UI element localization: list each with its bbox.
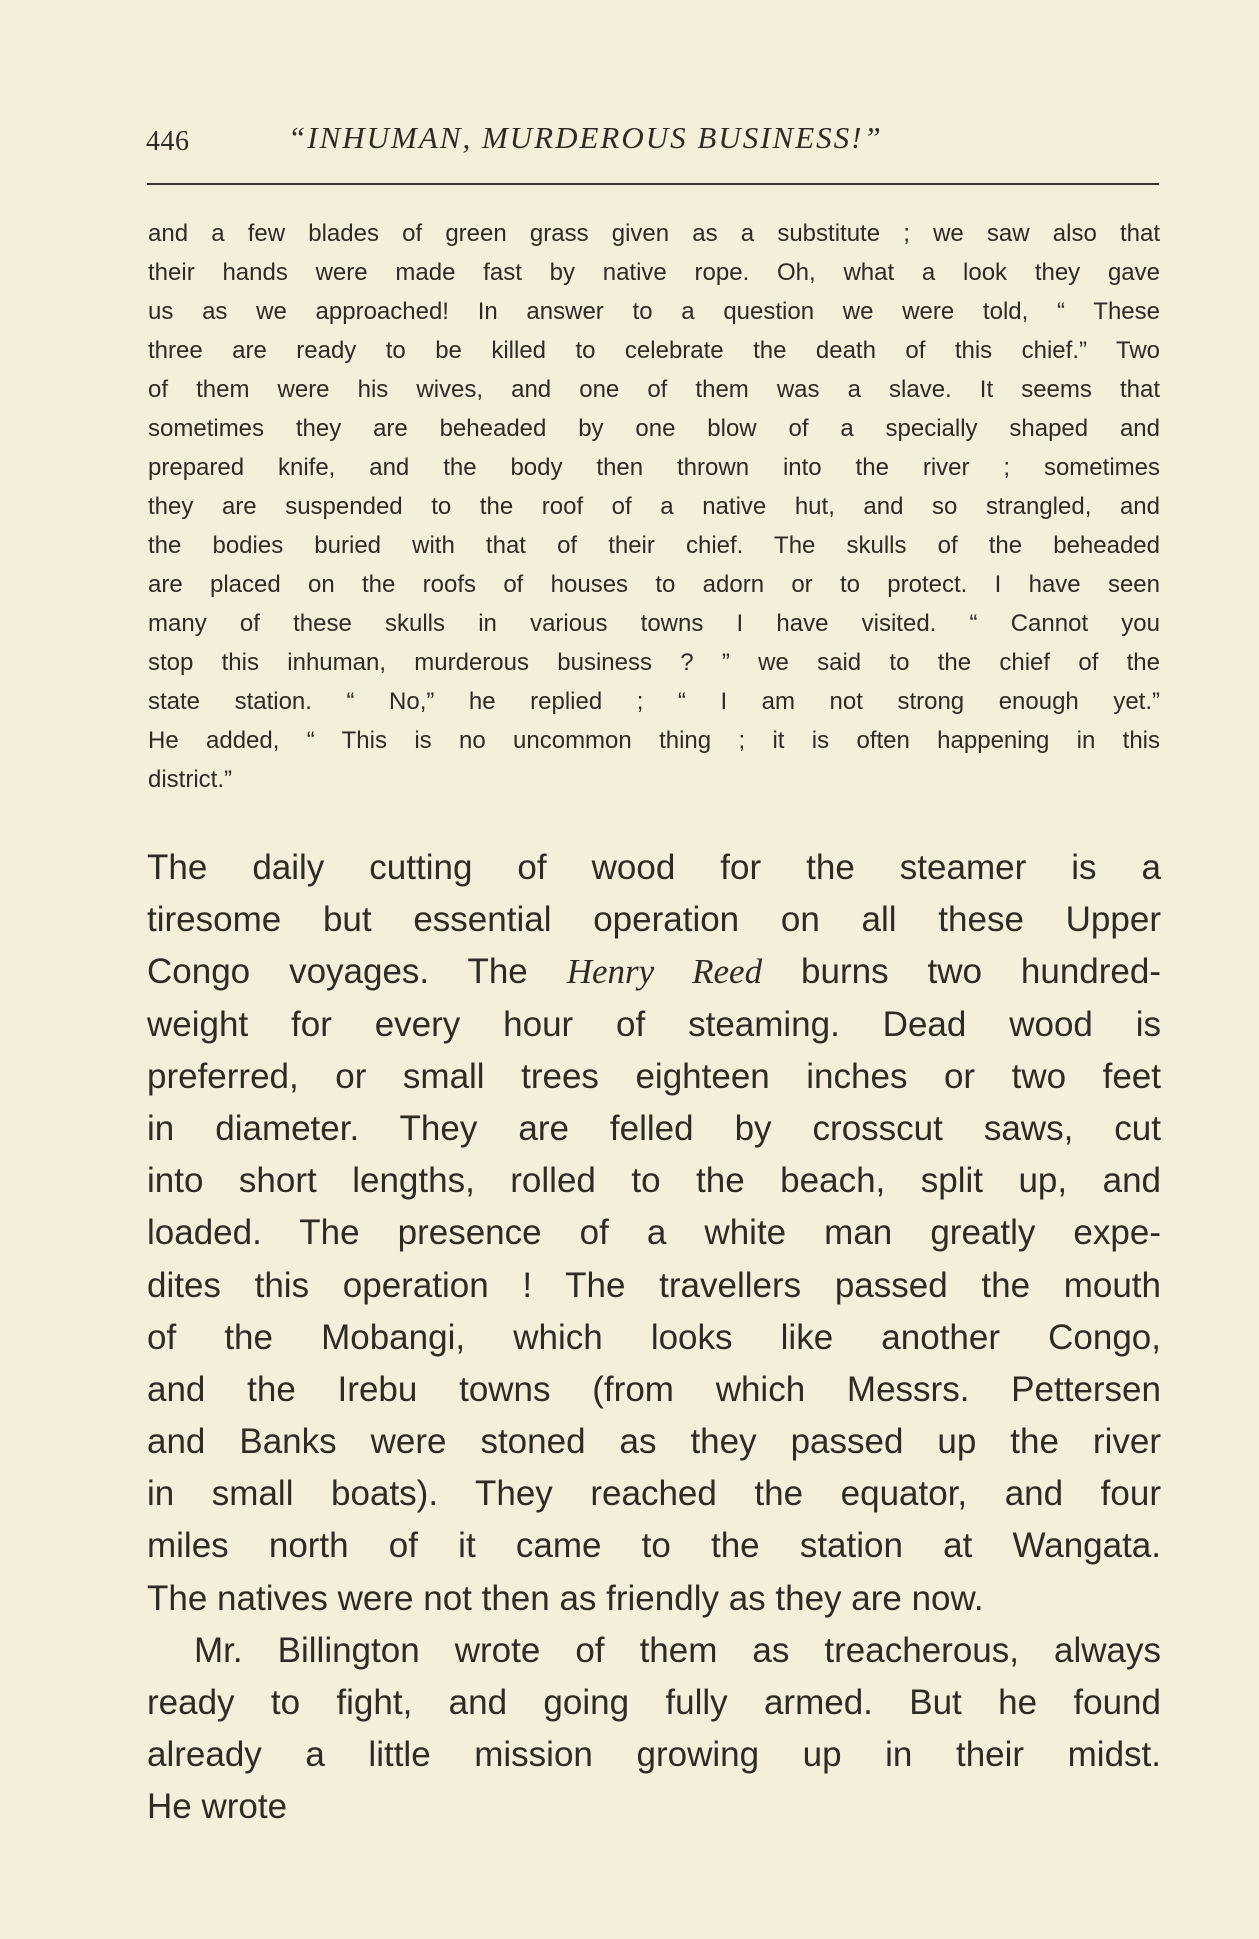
paragraph-2-line: ready to fight, and going fully armed. But he found	[147, 1683, 1161, 1722]
quote-line: sometimes they are beheaded by one blow of a specially shaped and	[148, 415, 1160, 442]
body-line: in diameter. They are felled by crosscut saws, cut	[147, 1108, 1161, 1148]
ship-name: Henry Reed	[566, 952, 763, 992]
body-line: of the Mobangi, which looks like another Congo,	[147, 1317, 1161, 1357]
body-line: weight for every hour of steaming. Dead wood is	[147, 1004, 1161, 1044]
page-number: 446	[146, 126, 190, 157]
body-line-end: burns two hundred-	[801, 952, 1161, 992]
quote-line: district.”	[148, 766, 232, 793]
quote-line: He added, “ This is no uncommon thing ; it is often happening in this	[148, 727, 1160, 754]
page-header	[146, 120, 1156, 170]
quote-line: many of these skulls in various towns I have visited. “ Cannot you	[148, 610, 1160, 637]
paragraph-2-line: He wrote	[147, 1787, 288, 1827]
body-line: and the Irebu towns (from which Messrs. Pettersen	[147, 1369, 1161, 1409]
body-line: dites this operation ! The travellers passed the mouth	[147, 1265, 1161, 1305]
quote-line: three are ready to be killed to celebrate the death of this chief.” Two	[148, 337, 1160, 364]
body-line: miles north of it came to the station at Wangata.	[147, 1526, 1161, 1566]
paragraph-2-line: already a little mission growing up in their midst.	[147, 1735, 1161, 1775]
quote-line: prepared knife, and the body then thrown into the river ; sometimes	[148, 454, 1160, 481]
body-line: into short lengths, rolled to the beach, split up, and	[147, 1161, 1161, 1201]
quote-line: their hands were made fast by native rope. Oh, what a look they gave	[148, 259, 1160, 286]
quote-line: are placed on the roofs of houses to adorn or to protect. I have seen	[148, 571, 1160, 598]
body-line: in small boats). They reached the equator, and four	[147, 1474, 1161, 1514]
body-line: The daily cutting of wood for the steamer is a	[147, 848, 1161, 887]
header-rule	[147, 183, 1159, 185]
body-line-start: Congo voyages. The	[147, 952, 528, 992]
quote-line: the bodies buried with that of their chief. The skulls of the beheaded	[148, 532, 1160, 559]
quote-line: they are suspended to the roof of a native hut, and so strangled, and	[148, 493, 1160, 520]
quote-line: of them were his wives, and one of them was a slave. It seems that	[148, 376, 1160, 403]
paragraph-2-line: Mr. Billington wrote of them as treacherous, always	[194, 1630, 1161, 1670]
body-line: tiresome but essential operation on all these Upper	[147, 900, 1161, 940]
body-text	[147, 842, 1161, 1834]
running-head: “INHUMAN, MURDEROUS BUSINESS!”	[288, 120, 883, 155]
quote-line: stop this inhuman, murderous business ? ” we said to the chief of the	[148, 649, 1160, 676]
quote-line: and a few blades of green grass given as a substitute ; we saw also that	[148, 220, 1160, 247]
quoted-passage	[148, 214, 1160, 799]
body-line: The natives were not then as friendly as they are now.	[147, 1578, 984, 1618]
body-line: loaded. The presence of a white man greatly expe-	[147, 1213, 1161, 1253]
quote-line: state station. “ No,” he replied ; “ I am not strong enough yet.”	[148, 688, 1160, 715]
quote-line: us as we approached! In answer to a question we were told, “ These	[148, 298, 1160, 325]
body-line-with-ship-name	[147, 946, 1161, 998]
body-line: preferred, or small trees eighteen inches or two feet	[147, 1056, 1161, 1096]
body-line: and Banks were stoned as they passed up the river	[147, 1422, 1161, 1462]
